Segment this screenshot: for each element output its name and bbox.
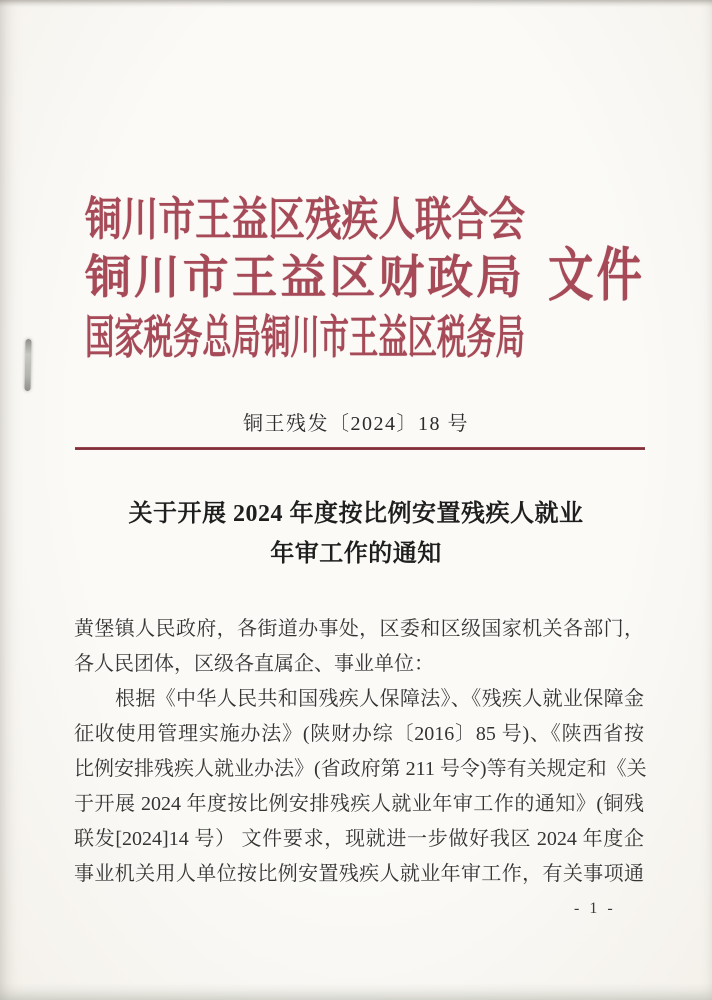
body-line: 于开展 2024 年度按比例安排残疾人就业年审工作的通知》(铜残 <box>74 793 644 815</box>
scan-edge-top <box>0 0 712 7</box>
body-line: 联发[2024]14 号） 文件要求，现就进一步做好我区 2024 年度企 <box>74 828 644 850</box>
title-line-2: 年审工作的通知 <box>270 541 442 567</box>
scan-edge-bottom <box>0 983 712 1000</box>
issuer-line-1: 铜川市王益区残疾人联合会 <box>85 194 525 245</box>
body-line: 征收使用管理实施办法》(陕财办综〔2016〕85 号)、《陕西省按 <box>74 723 644 745</box>
body-line: 各人民团体，区级各直属企、事业单位： <box>74 653 434 675</box>
body-line: 黄堡镇人民政府，各街道办事处，区委和区级国家机关各部门， <box>74 618 644 640</box>
staple-mark <box>24 339 31 391</box>
red-separator-line <box>75 447 645 450</box>
document-title <box>0 494 712 574</box>
issuer-line-2: 铜川市王益区财政局 <box>85 252 525 303</box>
body-line: 根据《中华人民共和国残疾人保障法》、《残疾人就业保障金 <box>115 688 644 710</box>
body-line: 比例安排残疾人就业办法》(省政府第 211 号令)等有关规定和《关 <box>74 758 647 780</box>
document-number: 铜王残发〔2024〕18 号 <box>243 413 469 435</box>
body-line: 事业机关用人单位按比例安置残疾人就业年审工作，有关事项通 <box>74 863 644 885</box>
page-number: - 1 - <box>574 900 616 917</box>
issuer-line-3: 国家税务总局铜川市王益区税务局 <box>85 312 525 363</box>
document-word-wenjian: 文件 <box>548 243 646 308</box>
title-line-1: 关于开展 2024 年度按比例安置残疾人就业 <box>128 501 584 527</box>
document-body <box>74 612 647 892</box>
